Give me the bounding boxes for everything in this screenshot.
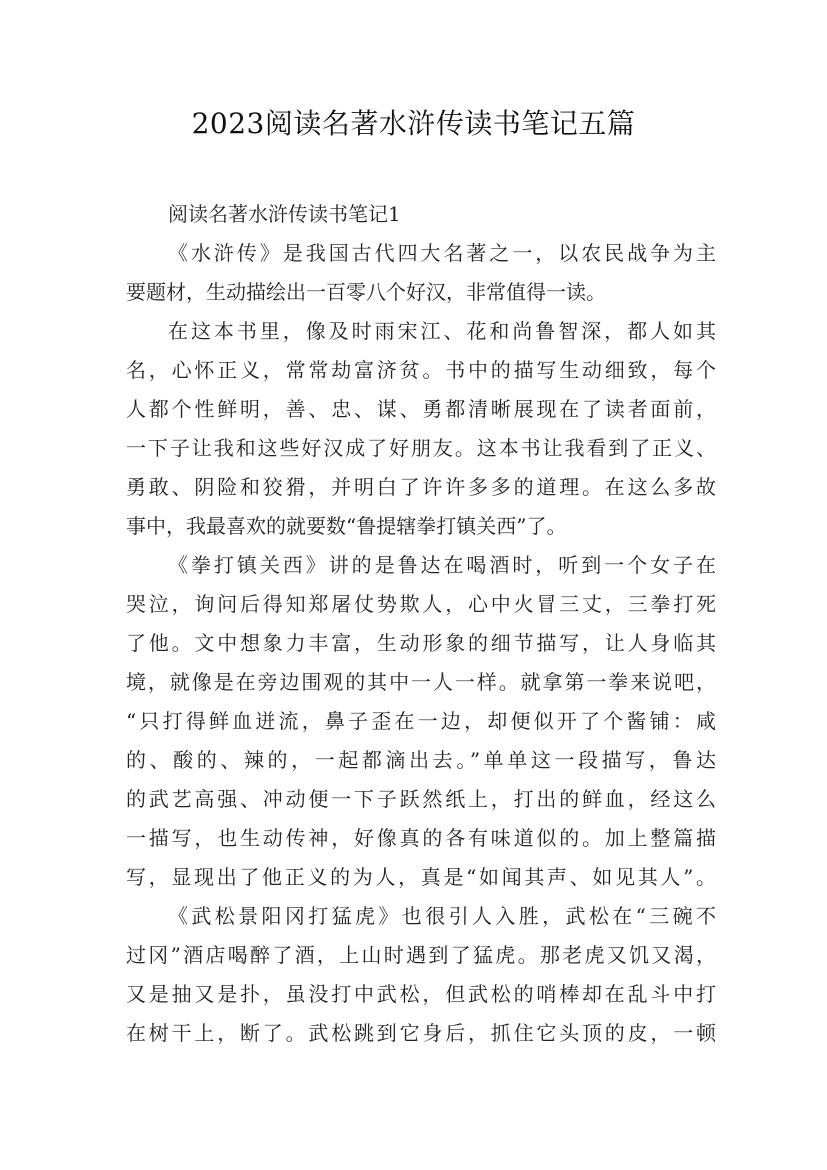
paragraph-line: 的武艺高强、冲动便一下子跃然纸上，打出的鲜血，经这么 (126, 787, 716, 811)
paragraph-line: 哭泣，询问后得知郑屠仗势欺人，心中火冒三丈，三拳打死 (126, 592, 716, 616)
paragraph-line: 《水浒传》是我国古代四大名著之一，以农民战争为主 (168, 241, 716, 265)
document-title: 2023阅读名著水浒传读书笔记五篇 (191, 107, 636, 140)
paragraph-line: 事中，我最喜欢的就要数“鲁提辖拳打镇关西”了。 (126, 514, 567, 538)
paragraph-line: 境，就像是在旁边围观的其中一人一样。就拿第一拳来说吧， (126, 670, 716, 694)
paragraph-line: 要题材，生动描绘出一百零八个好汉，非常值得一读。 (126, 280, 606, 304)
section-heading: 阅读名著水浒传读书笔记1 (168, 202, 401, 226)
paragraph-line: 《武松景阳冈打猛虎》也很引人入胜，武松在“三碗不 (168, 904, 716, 928)
paragraph-line: 写，显现出了他正义的为人，真是“如闻其声、如见其人”。 (126, 865, 716, 889)
paragraph-line: 在这本书里，像及时雨宋江、花和尚鲁智深，都人如其 (168, 319, 716, 343)
paragraph-line: 勇敢、阴险和狡猾，并明白了许许多多的道理。在这么多故 (126, 475, 716, 499)
paragraph-line: 的、酸的、辣的，一起都滴出去。”单单这一段描写，鲁达 (126, 748, 716, 772)
paragraph-line: 人都个性鲜明，善、忠、谋、勇都清晰展现在了读者面前， (126, 397, 716, 421)
paragraph-line: “只打得鲜血迸流，鼻子歪在一边，却便似开了个酱铺：咸 (126, 709, 716, 733)
paragraph-line: 在树干上，断了。武松跳到它身后，抓住它头顶的皮，一顿 (126, 1021, 716, 1045)
paragraph-line: 过冈”酒店喝醉了酒，上山时遇到了猛虎。那老虎又饥又渴， (126, 943, 716, 967)
paragraph-line: 名，心怀正义，常常劫富济贫。书中的描写生动细致，每个 (126, 358, 716, 382)
paragraph-line: 了他。文中想象力丰富，生动形象的细节描写，让人身临其 (126, 631, 716, 655)
paragraph-line: 《拳打镇关西》讲的是鲁达在喝酒时，听到一个女子在 (168, 553, 716, 577)
paragraph-line: 又是抽又是扑，虽没打中武松，但武松的哨棒却在乱斗中打 (126, 982, 716, 1006)
paragraph-line: 一下子让我和这些好汉成了好朋友。这本书让我看到了正义、 (126, 436, 716, 460)
paragraph-line: 一描写，也生动传神，好像真的各有味道似的。加上整篇描 (126, 826, 716, 850)
